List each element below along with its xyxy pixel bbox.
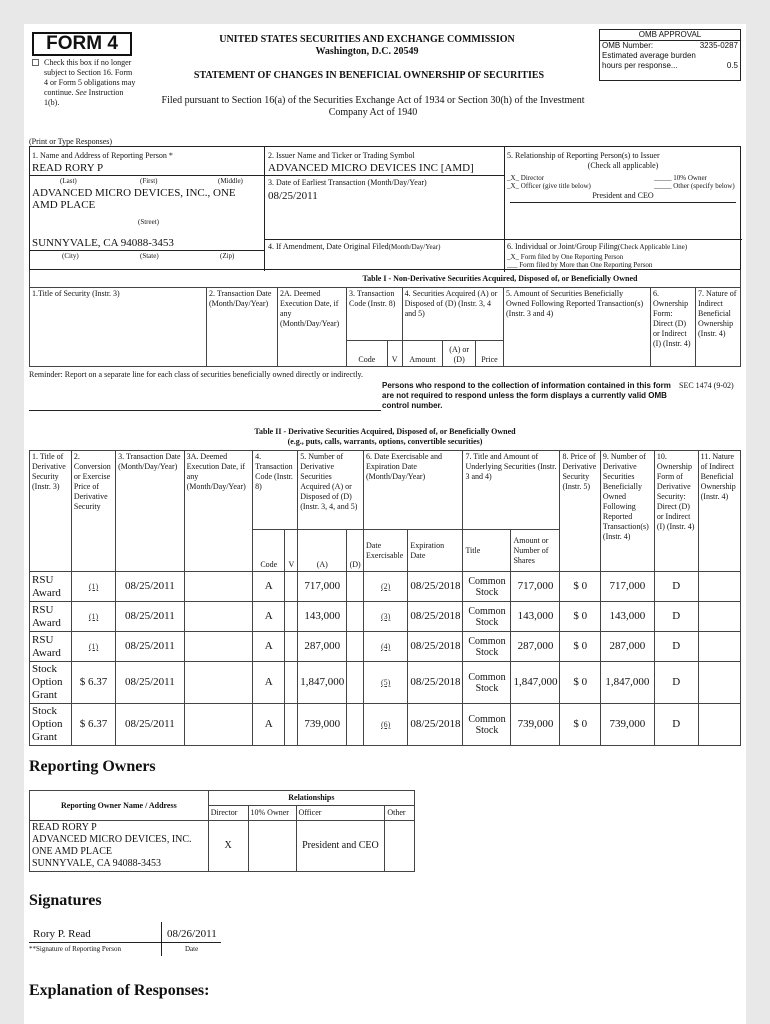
row-conversion: $ 6.37 [71,704,115,746]
row-date: 08/25/2011 [116,572,185,602]
row-nature [698,602,740,632]
section-5-label: 5. Relationship of Reporting Person(s) to Issuer [507,151,660,160]
earliest-transaction-date: 08/25/2011 [268,190,318,202]
row-deemed [184,602,253,632]
form-page [24,24,746,1024]
row-v [285,662,298,704]
footnote-link[interactable]: (1) [88,612,99,621]
reporting-owners-heading: Reporting Owners [29,758,156,775]
row-title: Stock Option Grant [30,704,72,746]
row-v [285,632,298,662]
signature-block [29,922,162,956]
table-2-subtitle: (e.g., puts, calls, warrants, options, convertible securities) [287,437,483,446]
row-form: D [654,572,698,602]
t1-code: Code [347,341,388,367]
no-longer-subject-checkbox[interactable] [32,59,39,66]
section-3-earliest-date [264,175,505,240]
row-deemed [184,662,253,704]
t2-h4: 4. Transaction Code (Instr. 8) [253,451,298,530]
officer-title: President and CEO [592,191,654,200]
row-code: A [253,632,285,662]
row-exercisable [364,602,408,632]
row-deriv-price: $ 0 [560,704,600,746]
row-date: 08/25/2011 [116,602,185,632]
row-owned: 739,000 [600,704,654,746]
ro-director-value: X [208,821,248,872]
row-date: 08/25/2011 [116,632,185,662]
ro-officer-value: President and CEO [296,821,385,872]
officer-check: _X_ Officer (give title below) [507,182,591,190]
ro-other-value [385,821,415,872]
state-label: (State) [140,252,159,260]
table-row [30,704,741,746]
t2-title-col: Title [463,530,511,572]
row-deriv-price: $ 0 [560,572,600,602]
row-title: Stock Option Grant [30,662,72,704]
t2-d: (D) [347,530,364,572]
row-disposed [347,662,364,704]
director-check: _X_ Director [507,174,545,182]
one-person-check: _X_ Form filed by One Reporting Person [507,253,624,261]
row-v [285,572,298,602]
row-underlying-title: Common Stock [463,704,511,746]
section-5-sub: (Check all applicable) [587,161,659,170]
row-conversion [71,632,115,662]
row-deriv-price: $ 0 [560,632,600,662]
row-deemed [184,632,253,662]
footnote-link[interactable]: (4) [381,642,391,651]
row-nature [698,632,740,662]
reporting-info-box [29,146,741,270]
footnote-link[interactable]: (3) [381,612,391,621]
table-row [30,662,741,704]
filed-line-1: Filed pursuant to Section 16(a) of the Securities Exchange Act of 1934 or Section 30(h) of the Investment [161,95,585,106]
row-expiration: 08/25/2018 [408,632,463,662]
city-state-zip: SUNNYVALE, CA 94088-3453 [32,237,174,249]
checkbox-instr: Instruction 1(b). [44,88,124,107]
ro-relationships-header: Relationships [208,791,414,806]
row-exercisable [364,572,408,602]
row-underlying-title: Common Stock [463,602,511,632]
row-conversion: $ 6.37 [71,662,115,704]
section-6-label: 6. Individual or Joint/Group Filing [507,242,618,251]
row-code: A [253,602,285,632]
no-longer-subject-block [32,58,138,108]
t2-h8: 8. Price of Derivative Security (Instr. 5) [560,451,600,572]
row-deriv-price: $ 0 [560,602,600,632]
row-owned: 143,000 [600,602,654,632]
zip-label: (Zip) [220,252,235,260]
row-disposed [347,602,364,632]
ro-name-line: ONE AMD PLACE [32,846,113,857]
section-4-amendment [264,239,505,272]
ro-ten-pct-header: 10% Owner [248,806,296,821]
reminder-text: Reminder: Report on a separate line for each class of securities beneficially owned directly or indirectly. [29,370,364,379]
explanation-heading: Explanation of Responses: [29,982,210,999]
ro-other-header: Other [385,806,415,821]
signatures-heading: Signatures [29,892,102,909]
row-underlying-title: Common Stock [463,632,511,662]
checkbox-see: See [75,88,87,97]
t2-h6: 6. Date Exercisable and Expiration Date (Month/Day/Year) [364,451,463,530]
omb-number-label: OMB Number: [602,41,654,50]
row-code: A [253,572,285,602]
t2-h10: 10. Ownership Form of Derivative Security: Direct (D) or Indirect (I) (Instr. 4) [654,451,698,572]
footnote-link[interactable]: (2) [381,582,391,591]
row-title: RSU Award [30,572,72,602]
omb-approval-box [599,29,741,81]
row-owned: 1,847,000 [600,662,654,704]
t1-h6: 6. Ownership Form: Direct (D) or Indirect (I) (Instr. 4) [651,288,696,367]
row-underlying-amount: 143,000 [511,602,560,632]
t1-price: Price [476,341,504,367]
row-conversion [71,602,115,632]
t2-date-ex: Date Exercisable [364,530,408,572]
row-form: D [654,704,698,746]
filed-line-2: Company Act of 1940 [328,107,418,118]
persons-notice: Persons who respond to the collection of information contained in this form are not required to respond unless the form displays a currently valid OMB control number. [382,381,671,410]
ro-director-header: Director [208,806,248,821]
row-deriv-price: $ 0 [560,662,600,704]
row-exercisable [364,632,408,662]
section-2-issuer [264,147,505,175]
t2-h11: 11. Nature of Indirect Beneficial Ownership (Instr. 4) [698,451,740,572]
ro-name-line: READ RORY P [32,822,97,833]
ten-pct-check: _____ 10% Owner [654,174,707,182]
t1-h2: 2. Transaction Date (Month/Day/Year) [207,288,278,367]
row-deemed [184,704,253,746]
row-nature [698,572,740,602]
section-4-sub: (Month/Day/Year) [388,243,441,251]
more-person-check: ___ Form filed by More than One Reporting Person [507,261,653,269]
commission-location: Washington, D.C. 20549 [315,46,419,57]
table-row [30,602,741,632]
table-1-non-derivative [29,270,741,367]
row-owned: 287,000 [600,632,654,662]
row-expiration: 08/25/2018 [408,602,463,632]
table-2-derivative [29,450,741,746]
t1-aord: (A) or (D) [443,341,476,367]
table-2-title: Table II - Derivative Securities Acquired, Disposed of, or Beneficially Owned [254,427,516,436]
row-underlying-title: Common Stock [463,572,511,602]
omb-burden-1: Estimated average burden [602,51,696,60]
row-v [285,602,298,632]
section-4-label: 4. If Amendment, Date Original Filed [268,242,389,251]
row-disposed [347,632,364,662]
ro-name-header: Reporting Owner Name / Address [30,791,209,821]
t2-h7: 7. Title and Amount of Underlying Securities (Instr. 3 and 4) [463,451,560,530]
ro-name-line: SUNNYVALE, CA 94088-3453 [32,858,161,869]
row-code: A [253,704,285,746]
reporting-owners-table [29,790,415,872]
footnote-link[interactable]: (1) [88,582,99,591]
row-acquired: 739,000 [298,704,347,746]
section-6-filing [504,239,742,272]
statement-title: STATEMENT OF CHANGES IN BENEFICIAL OWNERSHIP OF SECURITIES [193,70,545,81]
t2-code: Code [253,530,285,572]
street-address: ADVANCED MICRO DEVICES, INC., ONE AMD PLACE [32,187,236,211]
table-1-title: Table I - Non-Derivative Securities Acquired, Disposed of, or Beneficially Owned [30,270,741,288]
other-check: _____ Other (specify below) [654,182,735,190]
row-acquired: 143,000 [298,602,347,632]
filed-pursuant [138,95,608,119]
omb-hours: 0.5 [726,61,738,70]
row-nature [698,662,740,704]
first-label: (First) [140,177,158,185]
row-title: RSU Award [30,602,72,632]
t2-a: (A) [298,530,347,572]
ro-ten-pct-value [248,821,296,872]
t1-amount: Amount [402,341,443,367]
t1-h3: 3. Transaction Code (Instr. 8) [347,288,403,341]
last-label: (Last) [60,177,77,185]
street-label: (Street) [138,218,159,226]
form-title: FORM 4 [32,32,132,56]
date-label: Date [185,945,199,953]
t2-h9: 9. Number of Derivative Securities Beneficially Owned Following Reported Transaction(s) (Instr. 4) [600,451,654,572]
omb-number: 3235-0287 [699,41,738,50]
row-date: 08/25/2011 [116,704,185,746]
footnote-link[interactable]: (6) [381,720,391,729]
t2-amt-col: Amount or Number of Shares [511,530,560,572]
ro-name-line: ADVANCED MICRO DEVICES, INC. [32,834,192,845]
t2-h5: 5. Number of Derivative Securities Acquired (A) or Disposed of (D) (Instr. 3, 4, and 5) [298,451,364,530]
section-1-name-address [30,147,265,271]
footnote-star: * [168,151,173,160]
t1-h2a: 2A. Deemed Execution Date, if any (Month/Day/Year) [278,288,347,367]
print-type-note: (Print or Type Responses) [29,137,113,146]
omb-title: OMB APPROVAL [600,30,740,41]
middle-label: (Middle) [218,177,243,185]
t2-exp: Expiration Date [408,530,463,572]
row-acquired: 717,000 [298,572,347,602]
row-owned: 717,000 [600,572,654,602]
t1-h1: 1.Title of Security (Instr. 3) [30,288,207,367]
commission-name: UNITED STATES SECURITIES AND EXCHANGE COMMISSION [219,34,515,45]
row-expiration: 08/25/2018 [408,572,463,602]
reporting-person-name: READ RORY P [32,162,104,174]
footnote-link[interactable]: (1) [88,642,99,651]
ro-name-address [30,821,209,872]
row-underlying-title: Common Stock [463,662,511,704]
signature-name: Rory P. Read [33,928,91,940]
row-underlying-amount: 1,847,000 [511,662,560,704]
city-label: (City) [62,252,79,260]
checkbox-text: Check this box if no longer subject to Section 16. Form 4 or Form 5 obligations may continue. [44,58,136,97]
t1-h7: 7. Nature of Indirect Beneficial Ownership (Instr. 4) [696,288,741,367]
table-row [30,572,741,602]
row-acquired: 287,000 [298,632,347,662]
date-block [161,922,221,956]
section-1-label: 1. Name and Address of Reporting Person [32,151,167,160]
row-exercisable [364,704,408,746]
signature-label: **Signature of Reporting Person [29,945,121,953]
row-acquired: 1,847,000 [298,662,347,704]
omb-burden-2: hours per response... [602,61,678,70]
t2-v: V [285,530,298,572]
row-expiration: 08/25/2018 [408,662,463,704]
row-deemed [184,572,253,602]
row-expiration: 08/25/2018 [408,704,463,746]
ro-officer-header: Officer [296,806,385,821]
section-2-label: 2. Issuer Name and Ticker or Trading Symbol [268,151,415,160]
row-date: 08/25/2011 [116,662,185,704]
row-underlying-amount: 739,000 [511,704,560,746]
section-6-sub: (Check Applicable Line) [617,243,688,251]
t1-h4: 4. Securities Acquired (A) or Disposed of (D) (Instr. 3, 4 and 5) [402,288,503,341]
row-form: D [654,662,698,704]
row-code: A [253,662,285,704]
row-underlying-amount: 717,000 [511,572,560,602]
t2-h3a: 3A. Deemed Execution Date, if any (Month/Day/Year) [184,451,253,572]
t2-h3: 3. Transaction Date (Month/Day/Year) [116,451,185,572]
sec-form-number: SEC 1474 (9-02) [679,381,734,390]
t1-v: V [387,341,402,367]
section-5-relationship [504,147,742,239]
table-row [30,632,741,662]
t2-h1: 1. Title of Derivative Security (Instr. 3) [30,451,72,572]
row-v [285,704,298,746]
row-disposed [347,704,364,746]
issuer-name: ADVANCED MICRO DEVICES INC [AMD] [268,162,474,174]
row-form: D [654,632,698,662]
row-underlying-amount: 287,000 [511,632,560,662]
row-title: RSU Award [30,632,72,662]
section-3-label: 3. Date of Earliest Transaction (Month/Day/Year) [268,178,427,187]
row-form: D [654,602,698,632]
t2-h2: 2. Conversion or Exercise Price of Derivative Security [71,451,115,572]
row-nature [698,704,740,746]
t1-h5: 5. Amount of Securities Beneficially Owned Following Reported Transaction(s) (Instr. 3 and 4) [504,288,651,367]
row-exercisable [364,662,408,704]
footnote-link[interactable]: (5) [381,678,391,687]
row-conversion [71,572,115,602]
signature-date: 08/26/2011 [167,928,217,940]
row-disposed [347,572,364,602]
